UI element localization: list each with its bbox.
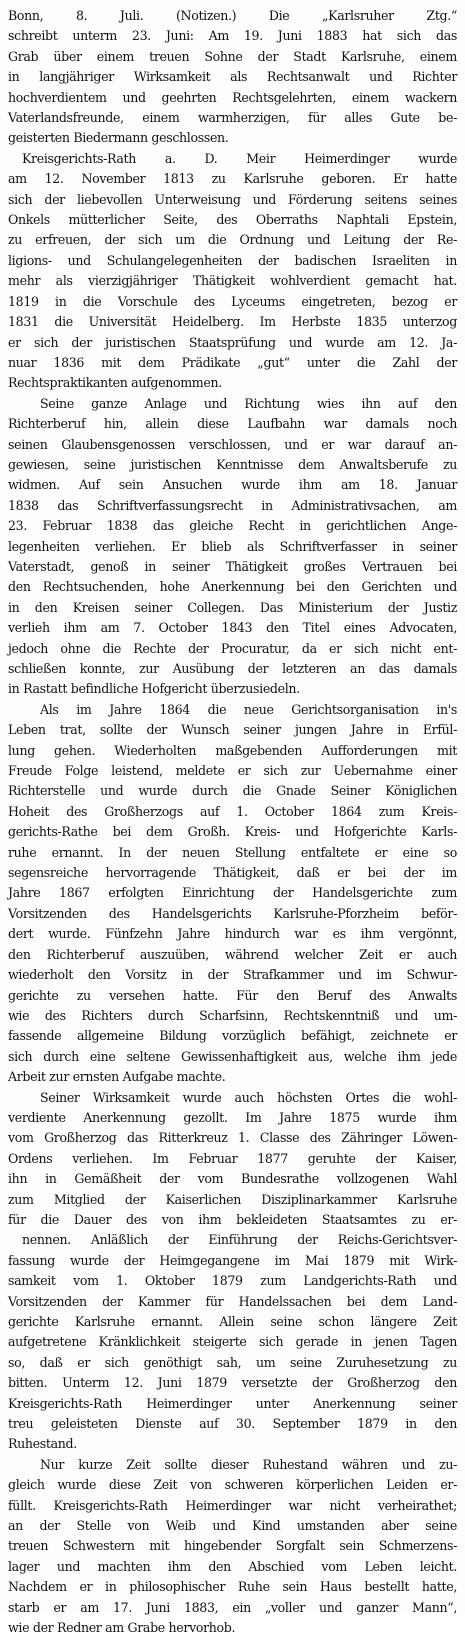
text-line: fassung wurde der Heimgegangene im Mai 1879 mit Wirk- <box>8 1252 457 1268</box>
text-line: ligions- und Schulangelegenheiten der badischen Israeliten in <box>8 252 457 268</box>
text-line: füllt. Kreisgerichts-Rath Heimerdinger war nicht verheirathet; <box>8 1497 457 1513</box>
text-line: segensreiche hervorragende Thätigkeit, daß er bei der im <box>8 865 457 881</box>
text-line: am 12. November 1813 zu Karlsruhe geboren. Er hatte <box>8 171 457 187</box>
text-line: gleich wurde diese Zeit von schweren körperlichen Leiden er- <box>8 1477 457 1493</box>
text-line: Nachdem er in philosophischer Ruhe sein Haus bestellt hatte, <box>8 1579 457 1595</box>
text-line: geisterten Biedermann geschlossen. <box>8 130 229 146</box>
text-line: Hoheit des Großherzogs auf 1. October 1864 zum Kreis- <box>8 803 457 819</box>
text-line: 1838 das Schriftverfassungsrecht in Administrativsachen, am <box>8 497 457 513</box>
text-line: dert wurde. Fünfzehn Jahre hindurch war es ihm vergönnt, <box>8 926 457 942</box>
paragraph-intro <box>8 6 457 149</box>
text-line: so, daß er sich genöthigt sah, um seine Zuruhesetzung zu <box>8 1354 457 1370</box>
text-line: Onkels mütterlicher Seite, des Oberraths Naphtali Epstein, <box>8 212 457 228</box>
text-line: hochverdientem und geehrten Rechtsgelehrten, einem wackern <box>8 89 457 105</box>
text-line: 1831 die Universität Heidelberg. Im Herbste 1835 unterzog <box>8 314 457 330</box>
text-line: aufgetretene Kränklichkeit steigerte sich gerade in jenen Tagen <box>8 1334 457 1350</box>
text-line: jedoch ohne die Rechte der Procuratur, da er sich nicht ent- <box>8 640 457 656</box>
text-line: Kreisgerichts-Rath Heimerdinger unter Anerkennung seiner <box>8 1395 457 1411</box>
text-line: Vaterlandsfreunde, einem warmherzigen, für alles Gute be- <box>8 110 457 126</box>
text-line: Grab über einem treuen Sohne der Stadt Karlsruhe, einem <box>8 48 457 64</box>
paragraph-judgeship <box>8 700 457 1088</box>
text-line: in Rastatt befindliche Hofgericht überzusiedeln. <box>8 681 300 697</box>
text-line: Seine ganze Anlage und Richtung wies ihn auf den <box>40 395 457 411</box>
paragraph-honours <box>8 1088 457 1455</box>
text-line: für die Dauer des von ihm bekleideten Staatsamtes zu er- <box>8 1211 457 1227</box>
text-line: lung gehen. Wiederholten maßgebenden Aufforderungen mit <box>8 742 457 758</box>
text-line: in den Kreisen seiner Collegen. Das Ministerium der Justiz <box>8 599 457 615</box>
text-line: gewiesen, seine juristischen Kenntnisse dem Anwaltsberufe zu <box>8 456 457 472</box>
text-line: den Rechtsuchenden, hohe Anerkennung bei den Gerichten und <box>8 579 457 595</box>
text-line: vom Großherzog das Ritterkreuz 1. Classe des Zähringer Löwen- <box>8 1130 457 1146</box>
text-line: starb er am 17. Juni 1883, ein „voller und ganzer Mann“, <box>8 1599 457 1615</box>
text-line: Richterstelle und wurde durch die Gnade Seiner Königlichen <box>8 783 457 799</box>
text-line: bitten. Unterm 12. Juni 1879 versetzte der Großherzog den <box>8 1375 457 1391</box>
text-line: Als im Jahre 1864 die neue Gerichtsorganisation in's <box>40 701 457 717</box>
text-line: wiederholt den Vorsitz in der Strafkammer und im Schwur- <box>8 967 457 983</box>
text-line: 23. Februar 1838 das gleiche Recht in gerichtlichen Ange- <box>8 518 457 534</box>
text-line: wie der Redner am Grabe hervorhob. <box>8 1620 236 1636</box>
text-line: Seiner Wirksamkeit wurde auch höchsten Ortes die wohl- <box>40 1089 457 1105</box>
paragraph-career <box>8 394 457 700</box>
paragraph-death <box>8 1455 457 1639</box>
text-line: an der Stelle von Weib und Kind umstanden aber seine <box>8 1518 457 1534</box>
text-line: legenheiten verliehen. Er blieb als Schriftverfasser in seiner <box>8 538 457 554</box>
text-line: zu erfreuen, der sich um die Ordnung und Leitung der Re- <box>8 232 457 248</box>
text-line: verdiente Anerkennung gezollt. Im Jahre 1875 wurde ihm <box>8 1109 457 1125</box>
text-line: zum Mitglied der Kaiserlichen Disziplinarkammer Karlsruhe <box>8 1191 457 1207</box>
text-line: Bonn, 8. Juli. (Notizen.) Die „Karlsruher Ztg.“ <box>8 8 457 23</box>
text-line: widmen. Auf sein Ansuchen wurde ihm am 18. Januar <box>8 477 457 493</box>
paragraph-biography <box>8 149 457 394</box>
text-line: Arbeit zur ernsten Aufgabe machte. <box>8 1069 226 1085</box>
text-line: nuar 1836 mit dem Prädikate „gut“ unter die Zahl der <box>8 354 457 370</box>
text-line: schließen konnte, zur Ausübung der letzteren an das damals <box>8 661 457 676</box>
text-line: nennen. Anläßlich der Einführung der Reichs-Gerichtsver- <box>22 1232 457 1248</box>
text-line: ihn in Gemäßheit der vom Bundesrathe vollzogenen Wahl <box>8 1171 457 1187</box>
text-line: er sich der juristischen Staatsprüfung und wurde am 12. Ja- <box>8 334 457 350</box>
text-line: fassende allgemeine Bildung vorzüglich befähigt, zeichnete er <box>8 1028 457 1044</box>
text-line: ruhe ernannt. In der neuen Stellung entfaltete er eine so <box>8 844 457 860</box>
text-line: Rechtspraktikanten aufgenommen. <box>8 375 222 391</box>
text-line: mehr als vierzigjähriger Thätigkeit wohlverdient gemacht hat. <box>8 273 457 289</box>
text-line: gerichte zu versehen hatte. Für den Beruf des Anwalts <box>8 987 457 1003</box>
text-line: gerichts-Rathe bei dem Großh. Kreis- und Hofgerichte Karls- <box>8 824 457 840</box>
text-line: Vorsitzenden der Kammer für Handelssachen bei dem Land- <box>8 1293 457 1309</box>
text-line: gerichte Karlsruhe ernannt. Allein seine schon längere Zeit <box>8 1314 457 1329</box>
text-line: in langjähriger Wirksamkeit als Rechtsanwalt und Richter <box>8 69 457 85</box>
text-line: Jahre 1867 erfolgten Einrichtung der Handelsgerichte zum <box>8 885 457 901</box>
text-line: Ruhestand. <box>8 1436 77 1452</box>
text-line: treu geleisteten Dienste auf 30. September 1879 in den <box>8 1416 457 1432</box>
text-line: Vorsitzenden des Handelsgerichts Karlsruhe-Pforzheim beför- <box>8 905 457 921</box>
text-line: samkeit vom 1. Oktober 1879 zum Landgerichts-Rath und <box>8 1273 457 1289</box>
text-line: 1819 in die Vorschule des Lyceums eingetreten, bezog er <box>8 293 457 309</box>
text-line: schreibt unterm 23. Juni: Am 19. Juni 1883 hat sich das <box>8 28 457 44</box>
text-line: Leben trat, sollte der Wunsch seiner jungen Jahre in Erfül- <box>8 722 457 738</box>
text-line: Vaterstadt, genoß in seiner Thätigkeit großes Vertrauen bei <box>8 558 457 574</box>
text-line: sich durch eine seltene Gewissenhaftigkeit aus, welche ihm jede <box>8 1048 457 1064</box>
text-line: Richterberuf hin, allein diese Laufbahn war damals noch <box>8 416 457 432</box>
text-line: sich der liebevollen Unterweisung und Förderung seitens seines <box>8 191 457 207</box>
text-line: Nur kurze Zeit sollte dieser Ruhestand währen und zu- <box>40 1456 457 1472</box>
text-line: wie des Richters durch Scharfsinn, Rechtskenntniß und um- <box>8 1007 457 1023</box>
text-line: treuen Schwestern mit hingebender Sorgfalt sein Schmerzens- <box>8 1538 457 1554</box>
text-line: lager und machten ihm den Abschied vom Leben leicht. <box>8 1558 457 1574</box>
text-line: Freude Folge leistend, meldete er sich zur Uebernahme einer <box>8 763 457 779</box>
text-line: Ordens verliehen. Im Februar 1877 geruhte der Kaiser, <box>8 1150 457 1166</box>
text-line: verlieh ihm am 7. October 1843 den Titel eines Advocaten, <box>8 620 457 636</box>
text-line: Kreisgerichts-Rath a. D. Meir Heimerdinger wurde <box>22 150 457 166</box>
text-line: seinen Glaubensgenossen verschlossen, und er war darauf an- <box>8 436 457 452</box>
text-line: den Richterberuf auszuüben, während welcher Zeit er auch <box>8 946 457 962</box>
